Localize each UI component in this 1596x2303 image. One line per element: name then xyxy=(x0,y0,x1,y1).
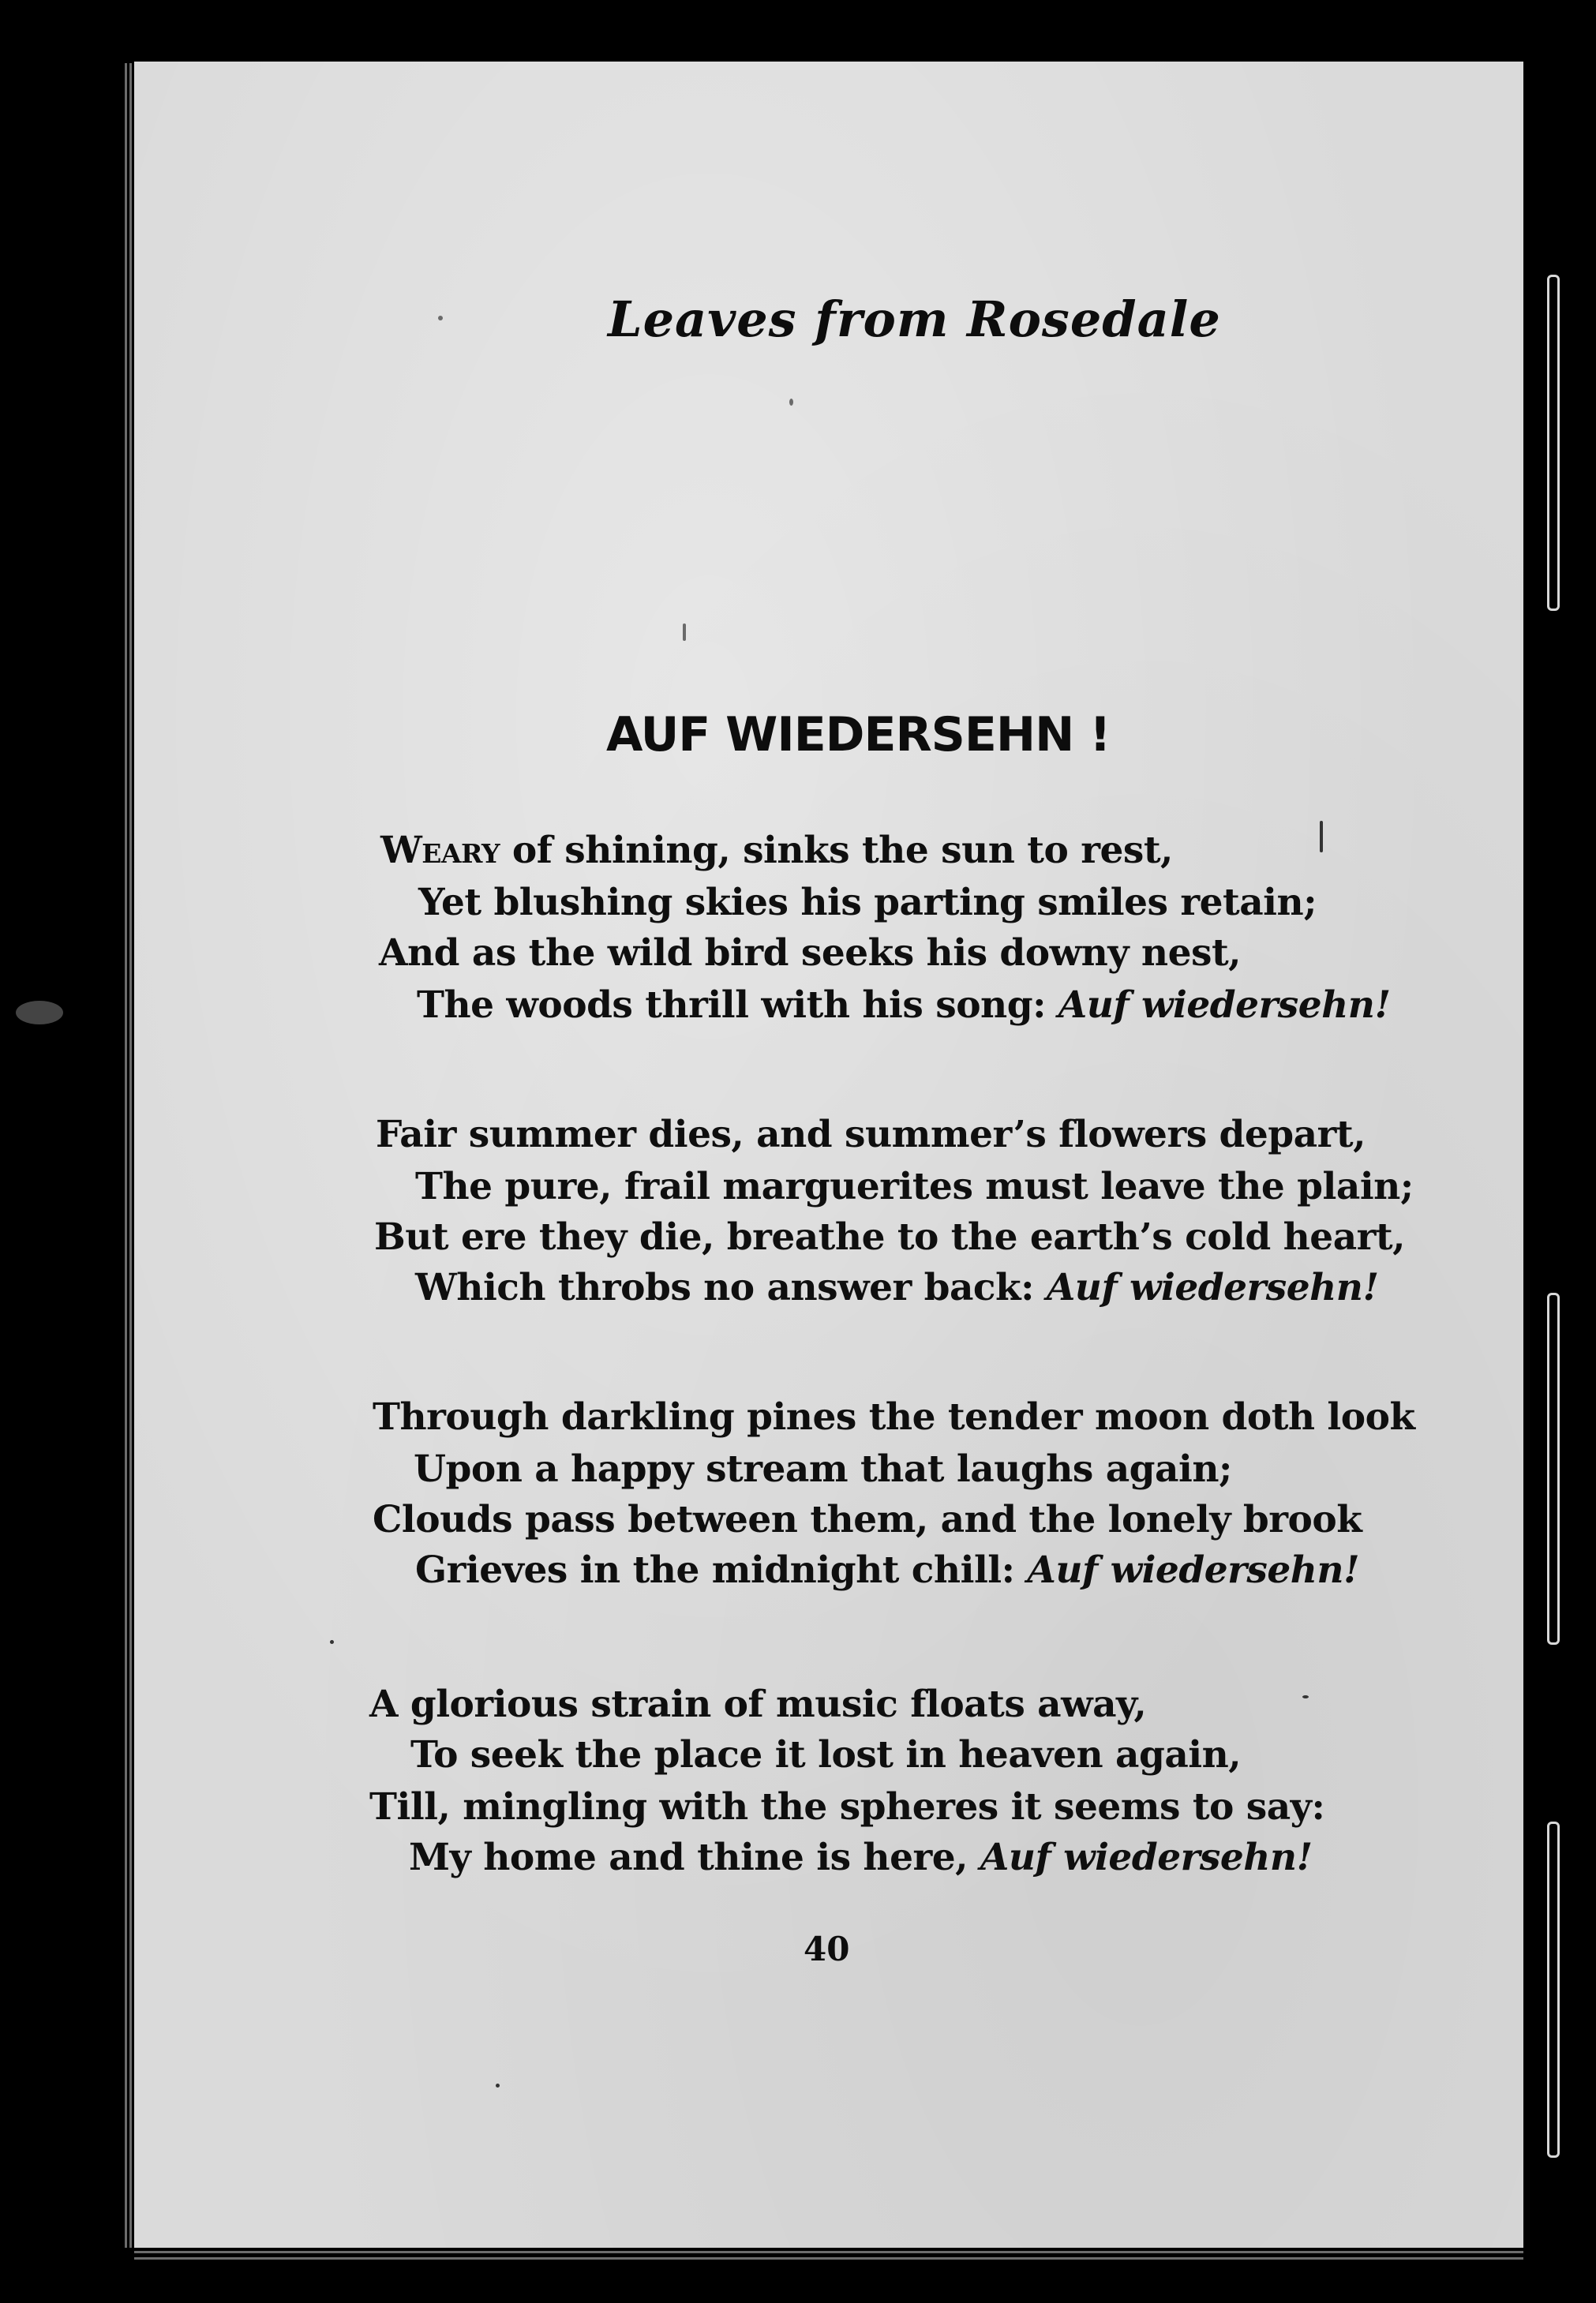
poem-line: Clouds pass between them, and the lonely brook xyxy=(373,1498,1362,1541)
page-edge xyxy=(125,63,127,2248)
poem-line: My home and thine is here, Auf wiedersehn! xyxy=(409,1836,1313,1879)
poem-line: A glorious strain of music floats away, xyxy=(369,1683,1147,1726)
refrain: Auf wiedersehn! xyxy=(1058,983,1391,1027)
dust-speck xyxy=(789,399,793,406)
dust-speck xyxy=(330,1640,334,1644)
drop-word: Weary xyxy=(380,829,500,872)
binding-thread xyxy=(1547,1293,1560,1645)
poem-line: Fair summer dies, and summer’s flowers depart, xyxy=(376,1113,1366,1156)
dust-speck xyxy=(438,316,443,320)
page-number: 40 xyxy=(804,1930,850,1968)
binding-strip xyxy=(1523,62,1596,2303)
dust-speck xyxy=(496,2084,500,2088)
refrain: Auf wiedersehn! xyxy=(980,1836,1313,1879)
poem-line: The pure, frail marguerites must leave the plain; xyxy=(415,1165,1414,1208)
poem-line: And as the wild bird seeks his downy nest, xyxy=(379,931,1242,975)
dust-speck xyxy=(16,1001,63,1024)
page-edge xyxy=(129,63,132,2248)
poem-line: The woods thrill with his song: Auf wiedersehn! xyxy=(417,983,1391,1027)
dust-speck xyxy=(1302,1695,1309,1698)
poem-line: To seek the place it lost in heaven again, xyxy=(410,1733,1242,1777)
refrain: Auf wiedersehn! xyxy=(1046,1266,1379,1309)
page-edge xyxy=(134,2251,1572,2253)
poem-line: Till, mingling with the spheres it seems to say: xyxy=(369,1785,1325,1829)
poem-title: AUF WIEDERSEHN ! xyxy=(606,707,1111,762)
poem-line: Through darkling pines the tender moon doth look xyxy=(373,1395,1415,1439)
poem-line: Yet blushing skies his parting smiles retain; xyxy=(418,881,1317,924)
binding-thread xyxy=(1547,275,1560,611)
refrain: Auf wiedersehn! xyxy=(1027,1548,1360,1592)
poem-line: Upon a happy stream that laughs again; xyxy=(414,1447,1232,1491)
running-head: Leaves from Rosedale xyxy=(608,290,1221,348)
poem-line: Grieves in the midnight chill: Auf wiedersehn! xyxy=(415,1548,1360,1592)
dust-speck xyxy=(683,623,686,641)
page-edge xyxy=(134,2257,1572,2260)
dust-speck xyxy=(1320,821,1323,852)
poem-line: Which throbs no answer back: Auf wiedersehn! xyxy=(415,1266,1379,1309)
poem-line: Weary of shining, sinks the sun to rest, xyxy=(380,829,1173,872)
poem-line: But ere they die, breathe to the earth’s cold heart, xyxy=(374,1215,1405,1259)
binding-thread xyxy=(1547,1822,1560,2158)
